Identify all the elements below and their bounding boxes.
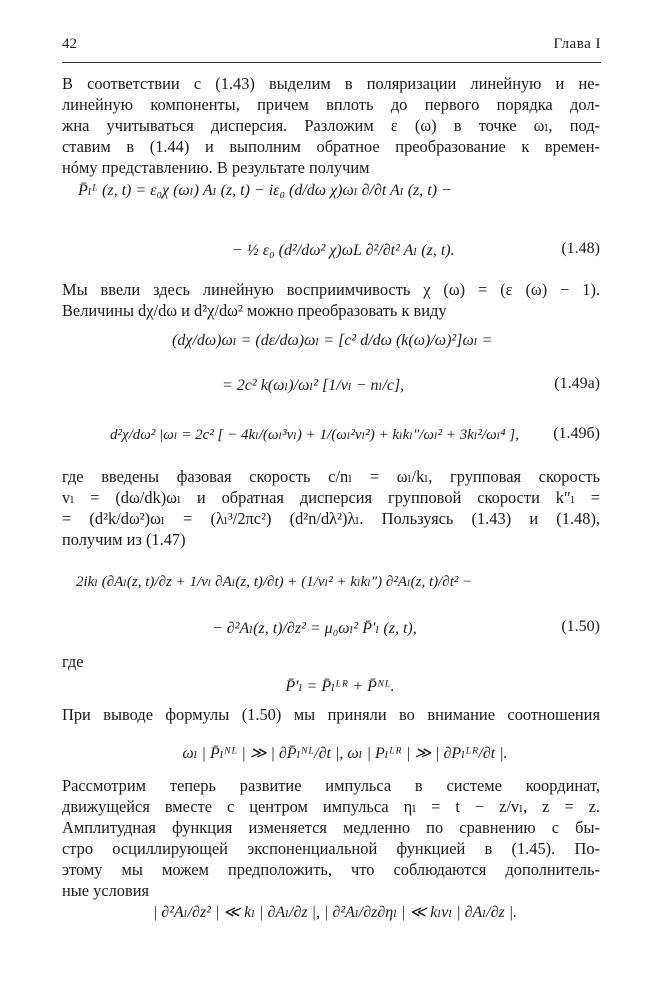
where-label: где: [62, 652, 84, 671]
equation-text: d²χ/dω² |ωₗ = 2c² [ − 4kₗ/(ωₗ³vₗ) + 1/(ωₗ²vₗ²) + kₗkₗ″/ωₗ² + 3kₗ²/ωₗ⁴ ],: [110, 427, 519, 443]
chapter-title: Глава I: [553, 36, 601, 52]
equation-number: (1.49б): [553, 425, 600, 442]
equation-1-49a-line-2: [62, 375, 600, 395]
text-line: ставим в (1.44) и выполним обратное преобразование к времен-: [62, 137, 600, 156]
text-line: Амплитудная функция изменяется медленно по сравнению с бы-: [62, 818, 600, 837]
text-line: Рассмотрим теперь развитие импульса в системе координат,: [62, 776, 600, 795]
text-line: ные условия: [62, 881, 150, 900]
paragraph-3: [62, 466, 600, 550]
text-line: линейную компоненты, причем вплоть до первого порядка дол-: [62, 95, 600, 114]
equation-text: ωₗ | P̄ₗᴺᴸ | ≫ | ∂P̄ₗᴺᴸ/∂t |, ωₗ | Pₗᴸᴿ | ≫ | ∂Pₗᴸᴿ/∂t |.: [182, 745, 508, 762]
equation-1-49a-line-1: [62, 330, 600, 350]
equation-text: 2ikₗ (∂Aₗ(z, t)/∂z + 1/vₗ ∂Aₗ(z, t)/∂t) + (1/vₗ² + kₗkₗ″) ∂²Aₗ(z, t)/∂t² −: [76, 574, 473, 590]
text-line: нóму представлению. В результате получим: [62, 158, 370, 177]
page-header: [62, 36, 601, 58]
equation-1-48-line-1: [62, 180, 600, 200]
equation-text: − ½ ε₀ (d²/dω² χ)ωL ∂²/∂t² Aₗ (z, t).: [232, 242, 455, 259]
text-line: При выводе формулы (1.50) мы приняли во внимание соотношения: [62, 705, 600, 724]
equation-text: = 2c² k(ωₗ)/ωₗ² [1/vₗ − nₗ/c],: [222, 377, 405, 394]
header-rule: [62, 62, 601, 63]
equation-1-50-line-2: [62, 618, 600, 638]
text-line: vₗ = (dω/dk)ωₗ и обратная дисперсия групповой скорости k″ₗ =: [62, 488, 600, 507]
paragraph-4: [62, 704, 600, 725]
equation-number: (1.50): [561, 618, 600, 635]
text-line: жна учитываться дисперсия. Разложим ε (ω) в точке ωₗ, под-: [62, 116, 600, 135]
equation-1-48-line-2: [62, 240, 600, 260]
equation-1-49b: [62, 425, 600, 444]
text-line: получим из (1.47): [62, 530, 186, 549]
equation-where: [240, 676, 440, 696]
text-line: стро осциллирующей экспоненциальной функцией в (1.45). По-: [62, 839, 600, 858]
equation-number: (1.48): [561, 240, 600, 257]
equation-text: (dχ/dω)ωₗ = (dε/dω)ωₗ = [c² d/dω (k(ω)/ω)²]ωₗ =: [172, 332, 493, 349]
equation-text: P̄ₗᴸ (z, t) = ε₀χ (ωₗ) Aₗ (z, t) − iε₀ (d/dω χ)ωₗ ∂/∂t Aₗ (z, t) −: [78, 182, 452, 199]
text-line: где введены фазовая скорость c/nₗ = ωₗ/kₗ, групповая скорость: [62, 467, 600, 486]
paragraph-2: [62, 279, 600, 321]
text-line: этому мы можем предположить, что соблюдаются дополнитель-: [62, 860, 600, 879]
paragraph-1: [62, 73, 600, 178]
text-line: движущейся вместе с центром импульса ηₗ = t − z/vₗ, z = z.: [62, 797, 600, 816]
equation-relations: [120, 743, 570, 763]
equation-conditions: [100, 902, 570, 922]
equation-number: (1.49a): [554, 375, 600, 392]
equation-1-50-line-1: [62, 572, 600, 591]
text-line: Величины dχ/dω и d²χ/dω² можно преобразовать к виду: [62, 301, 447, 320]
text-line: = (d²k/dω²)ωₗ = (λₗ³/2πc²) (d²n/dλ²)λₗ. Пользуясь (1.43) и (1.48),: [62, 509, 600, 528]
equation-text: | ∂²Aₗ/∂z² | ≪ kₗ | ∂Aₗ/∂z |, | ∂²Aₗ/∂z∂ηₗ | ≪ kₗvₗ | ∂Aₗ/∂z |.: [152, 904, 518, 921]
page-number: 42: [62, 36, 77, 52]
text-line: Мы ввели здесь линейную восприимчивость χ (ω) = (ε (ω) − 1).: [62, 280, 600, 299]
paragraph-5: [62, 775, 600, 901]
equation-text: − ∂²Aₗ(z, t)/∂z² = μ₀ωₗ² P̄′ₗ (z, t),: [212, 620, 417, 637]
text-line: В соответствии с (1.43) выделим в поляризации линейную и не-: [62, 74, 600, 93]
equation-text: P̄′ₗ = P̄ₗᴸᴿ + P̄ᴺᴸ.: [285, 678, 395, 695]
